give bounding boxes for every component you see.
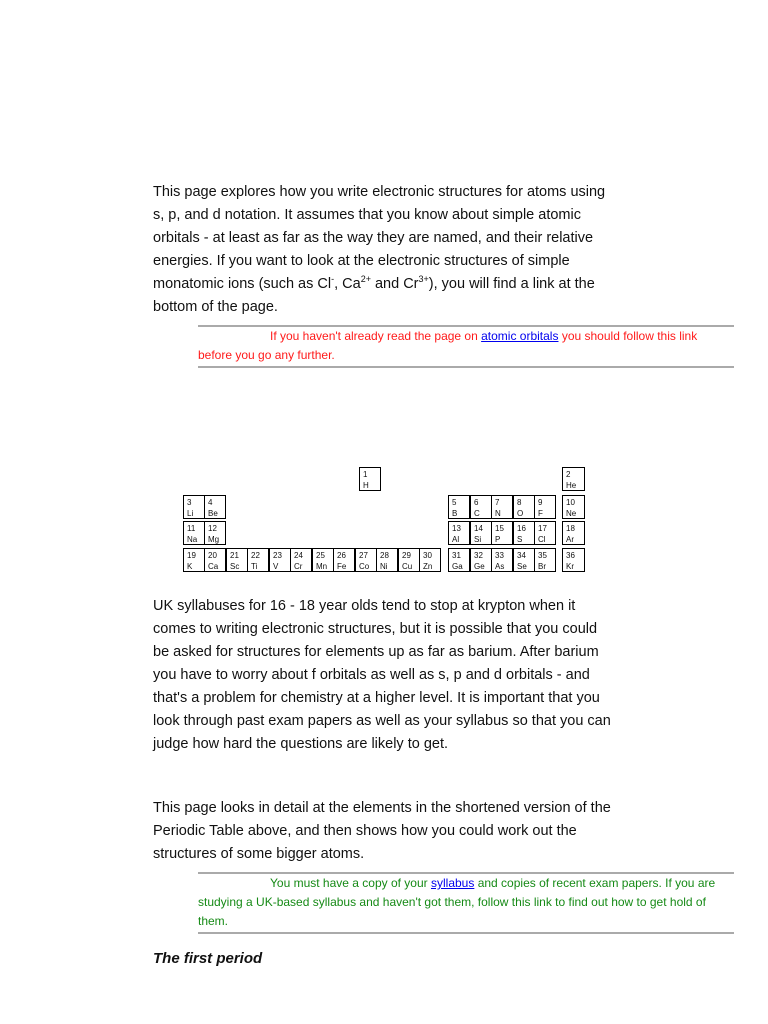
atomic-number: 25 [316,551,325,560]
atomic-number: 12 [208,524,217,533]
atomic-number: 22 [251,551,260,560]
element-cell-f [534,495,556,519]
atomic-number: 6 [474,498,479,507]
element-symbol: Ar [566,535,574,544]
element-symbol: Ni [380,562,388,571]
element-cell-ne [562,495,585,519]
atomic-number: 27 [359,551,368,560]
element-symbol: Ca [208,562,219,571]
atomic-number: 2 [566,470,571,479]
element-symbol: Cu [402,562,413,571]
atomic-number: 3 [187,498,192,507]
intro-text-2: , Ca [334,276,361,292]
element-symbol: Be [208,509,218,518]
atomic-number: 1 [363,470,368,479]
element-symbol: Sc [230,562,240,571]
element-cell-cu [398,548,420,572]
atomic-number: 35 [538,551,547,560]
atomic-number: 36 [566,551,575,560]
atomic-number: 7 [495,498,500,507]
element-symbol: Kr [566,562,574,571]
note1-text-after: you should follow this link before you go any further. [198,329,698,362]
atomic-number: 26 [337,551,346,560]
element-cell-li [183,495,205,519]
element-cell-si [470,521,492,545]
element-symbol: Ne [566,509,577,518]
element-cell-ni [376,548,398,572]
atomic-number: 19 [187,551,196,560]
element-cell-mn [312,548,334,572]
element-cell-kr [562,548,585,572]
element-cell-c [470,495,492,519]
atomic-number: 20 [208,551,217,560]
element-symbol: K [187,562,193,571]
element-cell-cl [534,521,556,545]
element-cell-he [562,467,585,491]
element-symbol: He [566,481,577,490]
element-cell-ar [562,521,585,545]
atomic-number: 23 [273,551,282,560]
element-cell-fe [333,548,355,572]
element-symbol: Si [474,535,482,544]
intro-text-4: ), you will find a link at the bottom of the page. [153,276,595,315]
element-cell-v [269,548,291,572]
syllabus-paragraph: UK syllabuses for 16 - 18 year olds tend to stop at krypton when it comes to writing electronic structures, but it is possible that you could be asked for structures for elements up as far as barium. After barium you have to worry about f orbitals as well as s, p and d orbitals - and that's a problem for chemistry at a higher level. It is important that you look through past exam papers as well as your syllabus so that you can judge how hard the questions are likely to get. [153,598,611,752]
atomic-number: 32 [474,551,483,560]
atomic-number: 24 [294,551,303,560]
element-cell-as [491,548,513,572]
element-symbol: P [495,535,501,544]
element-symbol: Fe [337,562,347,571]
element-symbol: O [517,509,524,518]
atomic-number: 28 [380,551,389,560]
element-cell-ti [247,548,269,572]
section-heading: The first period [153,950,263,967]
element-cell-ge [470,548,492,572]
element-symbol: B [452,509,458,518]
element-cell-cr [290,548,312,572]
element-symbol: As [495,562,505,571]
element-symbol: Mg [208,535,220,544]
element-cell-p [491,521,513,545]
atomic-number: 13 [452,524,461,533]
atomic-number: 8 [517,498,522,507]
element-cell-be [204,495,226,519]
element-cell-h [359,467,381,491]
atomic-number: 34 [517,551,526,560]
atomic-number: 11 [187,524,196,533]
atomic-orbitals-link[interactable]: atomic orbitals [481,329,559,343]
note2-text-after: and copies of recent exam papers. If you are studying a UK-based syllabus and haven't got them, follow this link to find out how to get hold of them. [198,876,716,928]
element-cell-k [183,548,205,572]
element-symbol: Se [517,562,527,571]
element-symbol: Cl [538,535,546,544]
syllabus-note [198,872,734,934]
element-cell-mg [204,521,226,545]
element-symbol: Ga [452,562,463,571]
element-cell-s [513,521,535,545]
element-symbol: Cr [294,562,303,571]
atomic-number: 21 [230,551,239,560]
intro-text-3: and Cr [370,276,419,292]
element-symbol: C [474,509,480,518]
note1-text-before: If you haven't already read the page on [270,329,482,343]
element-cell-o [513,495,535,519]
atomic-number: 17 [538,524,547,533]
element-cell-zn [419,548,441,572]
ca-superscript: 2+ [360,274,371,285]
element-symbol: Mn [316,562,328,571]
detail-paragraph: This page looks in detail at the elements in the shortened version of the Periodic Table above, and then shows how you could work out the structures of some bigger atoms. [153,800,611,862]
element-symbol: Ge [474,562,485,571]
element-symbol: Br [538,562,546,571]
element-symbol: S [517,535,523,544]
element-cell-b [448,495,470,519]
element-symbol: V [273,562,279,571]
intro-paragraph [153,181,613,319]
atomic-number: 15 [495,524,504,533]
element-cell-sc [226,548,248,572]
atomic-number: 33 [495,551,504,560]
element-cell-co [355,548,377,572]
atomic-number: 4 [208,498,213,507]
element-cell-br [534,548,556,572]
element-cell-se [513,548,535,572]
element-symbol: Na [187,535,198,544]
element-symbol: N [495,509,501,518]
cr-superscript: 3+ [418,274,429,285]
atomic-orbitals-note [198,325,734,368]
atomic-number: 10 [566,498,575,507]
atomic-number: 18 [566,524,575,533]
atomic-number: 9 [538,498,543,507]
atomic-number: 30 [423,551,432,560]
note2-text-before: You must have a copy of your [270,876,431,890]
element-cell-ca [204,548,226,572]
atomic-number: 16 [517,524,526,533]
element-cell-ga [448,548,470,572]
element-symbol: F [538,509,543,518]
element-cell-na [183,521,205,545]
element-symbol: H [363,481,369,490]
element-cell-al [448,521,470,545]
cl-superscript: - [331,274,335,285]
element-cell-n [491,495,513,519]
element-symbol: Al [452,535,460,544]
element-symbol: Ti [251,562,258,571]
element-symbol: Co [359,562,370,571]
atomic-number: 31 [452,551,461,560]
intro-text-1: This page explores how you write electronic structures for atoms using s, p, and d notation. It assumes that you know about simple atomic orbitals - at least as far as the way they are named, and their relative energies. If you want to look at the electronic structures of simple monatomic ions (such as Cl [153,184,606,292]
syllabus-link[interactable]: syllabus [431,876,475,890]
atomic-number: 29 [402,551,411,560]
element-symbol: Zn [423,562,433,571]
atomic-number: 14 [474,524,483,533]
element-symbol: Li [187,509,194,518]
atomic-number: 5 [452,498,457,507]
